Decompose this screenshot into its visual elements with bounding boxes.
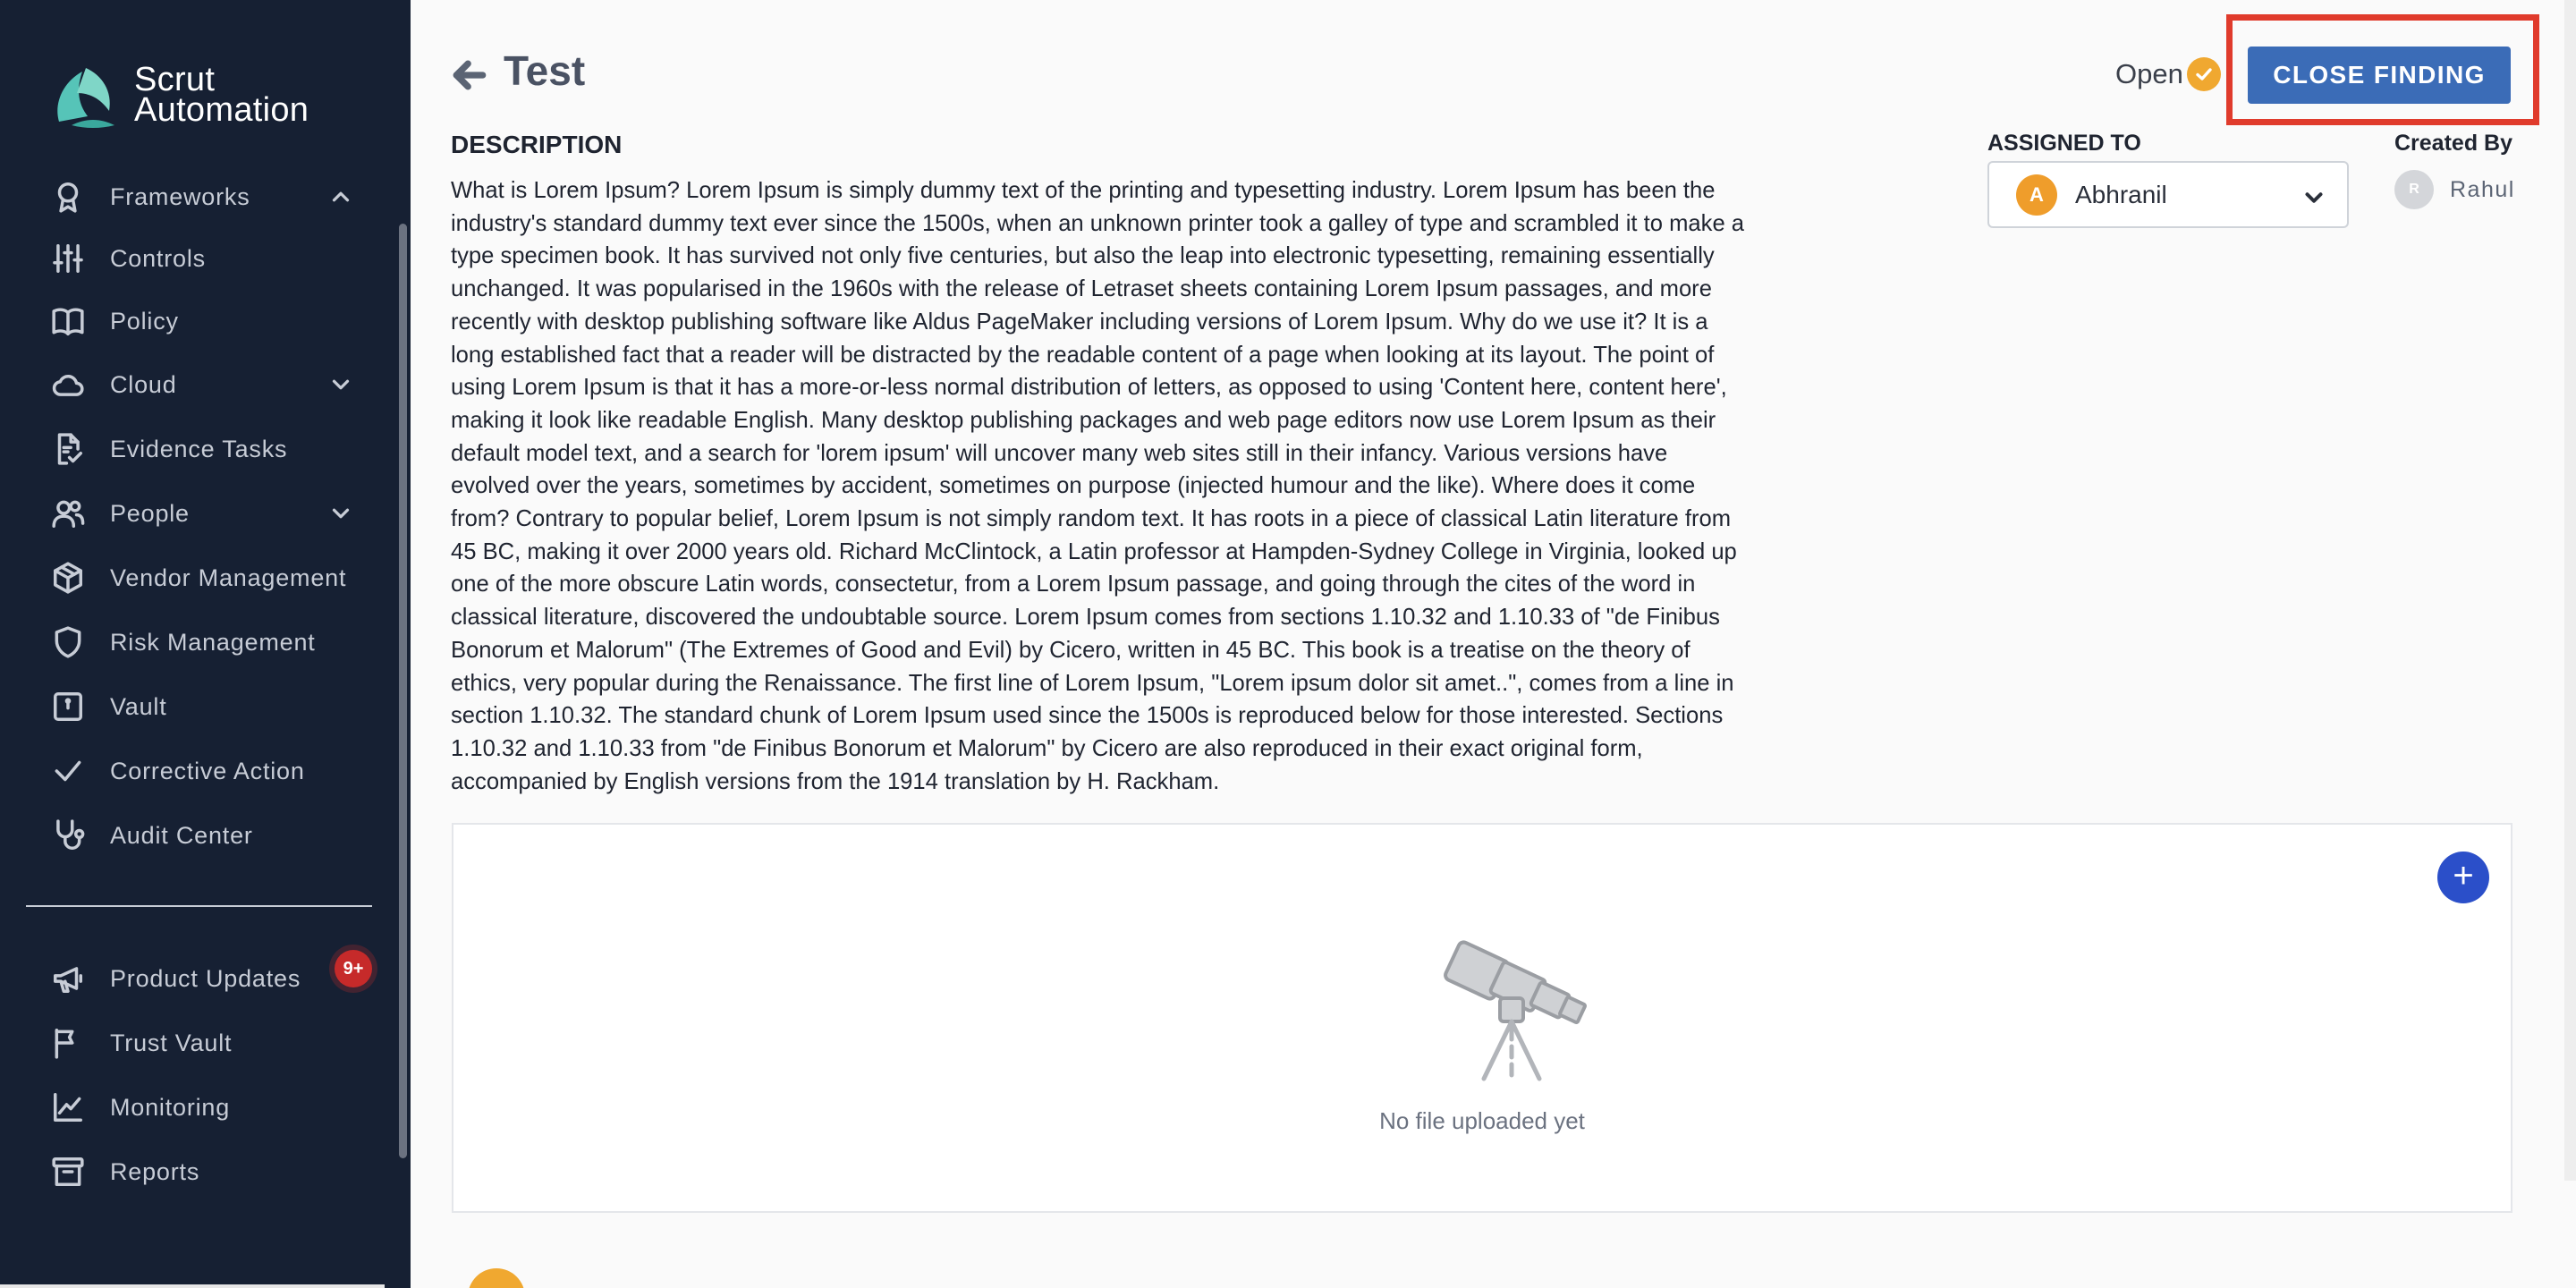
assigned-to-label: ASSIGNED TO: [1987, 131, 2141, 156]
sidebar-item-label: Controls: [110, 244, 206, 272]
sidebar-item-label: Monitoring: [110, 1093, 231, 1121]
sidebar-item-people[interactable]: [50, 489, 354, 538]
close-finding-button[interactable]: CLOSE FINDING: [2248, 47, 2511, 104]
sidebar-item-vendor-management[interactable]: [50, 554, 354, 602]
award-icon: [50, 179, 86, 215]
sidebar-item-corrective-action[interactable]: [50, 747, 354, 795]
chevron-down-icon: [2301, 184, 2327, 211]
sidebar-item-trust-vault[interactable]: [50, 1019, 354, 1067]
sidebar-item-frameworks[interactable]: [50, 173, 354, 221]
file-upload-area: [452, 823, 2512, 1213]
sidebar-item-label: Frameworks: [110, 182, 250, 210]
sidebar-footer-edge: [0, 1284, 385, 1288]
sidebar-item-label: Product Updates: [110, 964, 301, 992]
sliders-icon: [50, 241, 86, 276]
sidebar-item-evidence-tasks[interactable]: [50, 425, 354, 473]
sidebar-item-label: Reports: [110, 1157, 200, 1185]
box-icon: [50, 560, 86, 596]
sidebar-item-monitoring[interactable]: [50, 1083, 354, 1131]
sidebar-item-label: Policy: [110, 307, 179, 335]
assignee-name: Abhranil: [2075, 180, 2167, 208]
created-by-label: Created By: [2394, 131, 2512, 156]
telescope-icon: [1441, 930, 1602, 1082]
sidebar-item-label: People: [110, 499, 190, 527]
sidebar-item-label: Vendor Management: [110, 564, 347, 591]
sidebar-item-product-updates[interactable]: [50, 954, 354, 1003]
file-check-icon: [50, 431, 86, 467]
sidebar-item-label: Cloud: [110, 370, 177, 398]
back-arrow-icon[interactable]: [450, 55, 489, 95]
brand-line-2: Automation: [134, 91, 309, 129]
sidebar-item-label: Corrective Action: [110, 757, 305, 784]
creator: [2394, 170, 2515, 209]
sidebar-item-label: Vault: [110, 692, 167, 720]
sidebar: [0, 0, 411, 1288]
sidebar-item-label: Audit Center: [110, 821, 253, 849]
assignee-select[interactable]: [1987, 161, 2349, 228]
sidebar-item-risk-management[interactable]: [50, 618, 354, 666]
creator-name: Rahul: [2450, 176, 2515, 202]
sidebar-item-label: Risk Management: [110, 628, 316, 656]
flag-icon: [50, 1025, 86, 1061]
sidebar-item-label: Evidence Tasks: [110, 435, 288, 462]
sidebar-divider: [26, 905, 372, 907]
vault-icon: [50, 689, 86, 724]
sidebar-item-vault[interactable]: [50, 682, 354, 731]
chevron-up-icon[interactable]: [327, 183, 354, 210]
sidebar-item-audit-center[interactable]: [50, 811, 354, 860]
chart-line-icon: [50, 1089, 86, 1125]
stethoscope-icon: [50, 818, 86, 853]
description-heading: DESCRIPTION: [451, 131, 623, 158]
status-badge: [2115, 57, 2221, 91]
sidebar-item-policy[interactable]: [50, 297, 354, 345]
comment-avatar: [468, 1268, 525, 1288]
book-icon: [50, 303, 86, 339]
check-circle-icon: [2187, 57, 2221, 91]
sidebar-item-label: Trust Vault: [110, 1029, 233, 1056]
product-updates-badge: 9+: [335, 950, 372, 987]
sidebar-item-reports[interactable]: [50, 1148, 354, 1196]
status-label: Open: [2115, 58, 2183, 89]
avatar: A: [2016, 174, 2057, 216]
description-text: What is Lorem Ipsum? Lorem Ipsum is simply dummy text of the printing and typesetting industry. Lorem Ipsum has been the industry's standard dummy text ever since the 1500s, when an unknown printer took a galley of type and scrambled it to make a type specimen book. It has survived not only five centuries, but also the leap into electronic typesetting, remaining essentially unchanged. It was popularised in the 1960s with the release of Letraset sheets containing Lorem Ipsum passages, and more recently with desktop publishing software like Aldus PageMaker including versions of Lorem Ipsum. Why do we use it? It is a long established fact that a reader will be distracted by the readable content of a page when looking at its layout. The point of using Lorem Ipsum is that it has a more-or-less normal distribution of letters, as opposed to using 'Content here, content here', making it look like readable English. Many desktop publishing packages and web page editors now use Lorem Ipsum as their default model text, and a search for 'lorem ipsum' will uncover many web sites still in their infancy. Various versions have evolved over the years, sometimes by accident, sometimes on purpose (injected humour and the like). Where does it come from? Contrary to popular belief, Lorem Ipsum is not simply random text. It has roots in a piece of classical Latin literature from 45 BC, making it over 2000 years old. Richard McClintock, a Latin professor at Hampden-Sydney College in Virginia, looked up one of the more obscure Latin words, consectetur, from a Lorem Ipsum passage, and going through the cites of the word in classical literature, discovered the undoubtable source. Lorem Ipsum comes from sections 1.10.32 and 1.10.33 of "de Finibus Bonorum et Malorum" (The Extremes of Good and Evil) by Cicero, written in 45 BC. This book is a treatise on the theory of ethics, very popular during the Renaissance. The first line of Lorem Ipsum, "Lorem ipsum dolor sit amet..", comes from a line in section 1.10.32. The standard chunk of Lorem Ipsum used since the 1500s is reproduced below for those interested. Sections 1.10.32 and 1.10.33 from "de Finibus Bonorum et Malorum" by Cicero are also reproduced in their exact original form, accompanied by English versions from the 1914 translation by H. Rackham.: [451, 178, 1745, 794]
archive-icon: [50, 1154, 86, 1190]
add-file-button[interactable]: +: [2437, 852, 2489, 903]
brand-logo[interactable]: [50, 63, 336, 131]
check-icon: [50, 753, 86, 789]
cloud-icon: [50, 367, 86, 402]
finding-detail: [411, 0, 2576, 1288]
chevron-down-icon[interactable]: [327, 371, 354, 398]
sidebar-item-controls[interactable]: [50, 234, 354, 283]
chevron-down-icon[interactable]: [327, 500, 354, 527]
main-scrollbar[interactable]: [2564, 0, 2576, 1181]
shield-icon: [50, 624, 86, 660]
scrut-logo-icon: [50, 63, 118, 131]
page-title: Test: [504, 47, 586, 94]
megaphone-icon: [50, 961, 86, 996]
sidebar-item-cloud[interactable]: [50, 360, 354, 409]
users-icon: [50, 496, 86, 531]
brand-line-1: Scrut: [134, 61, 216, 98]
empty-state-text: No file uploaded yet: [1379, 1107, 1585, 1134]
brand-name: [134, 61, 309, 129]
avatar: R: [2394, 170, 2434, 209]
sidebar-scrollbar[interactable]: [399, 224, 407, 1158]
